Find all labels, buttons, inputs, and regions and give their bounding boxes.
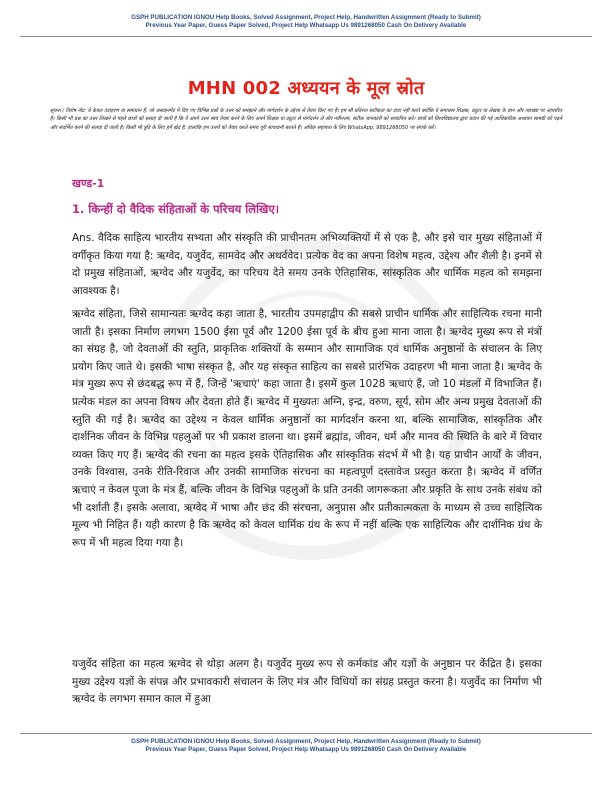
footer-divider	[20, 733, 592, 734]
page-header	[0, 14, 612, 31]
disclaimer-notice: सूचना / विशेष नोट: ये केवल उदाहरण या समाधान हैं, जो असाइनमेंट में दिए गए विभिन्न प्रश्नों के उत्तर को समझाने और मार्गदर्शन के उद्देश्य से तैयार किए गए हैं। हम सौ प्रतिशत सटीकता का दावा नहीं करते क्योंकि ये समाधान शिक्षक, ट्यूटर या लेखक के ज्ञान और व्याख्या पर आधारित हैं। किसी भी प्रश्न का उत्तर लिखने से पहले छात्रों को सलाह दी जाती है कि वे अपने उत्तर स्वयं तैयार करने के लिए अपने शिक्षक या ट्यूटर से मार्गदर्शन लें और नवीनतम, सटीक जानकारी को सत्यापित करें। छात्रों को विश्वविद्यालय द्वारा प्रदान की गई आधिकारिक अध्ययन सामग्री को पढ़ने और संदर्भित करने की सलाह दी जाती है। किसी भी त्रुटि के लिए हमें खेद है, हालांकि हम उत्तरों को तैयार करते समय पूरी सावधानी बरतते हैं। अधिक सहायता के लिए WhatsApp: 9891268050 पर संपर्क करें।	[50, 108, 562, 131]
answer-paragraph-intro: Ans. वैदिक साहित्य भारतीय सभ्यता और संस्कृति की प्राचीनतम अभिव्यक्तियों में से एक है, और इसे चार मुख्य संहिताओं में वर्गीकृत किया गया है: ऋग्वेद, यजुर्वेद, सामवेद और अथर्ववेद। प्रत्येक वेद का अपना विशेष महत्व, उद्देश्य और शैली है। इनमें से दो प्रमुख संहिताओं, ऋग्वेद और यजुर्वेद, का परिचय देते समय उनके ऐतिहासिक, सांस्कृतिक और धार्मिक महत्व को समझना आवश्यक है।	[72, 232, 542, 297]
question-heading: 1. किन्हीं दो वैदिक संहिताओं के परिचय लिखिए।	[72, 202, 280, 216]
answer-paragraph-yajurveda: यजुर्वेद संहिता का महत्व ऋग्वेद से थोड़ा अलग है। यजुर्वेद मुख्य रूप से कर्मकांड और यज्ञों के अनुष्ठान पर केंद्रित है। इसका मुख्य उद्देश्य यज्ञों के संपन्न और प्रभावकारी संचालन के लिए मंत्र और विधियों का संग्रह प्रस्तुत करना है। यजुर्वेद का निर्माण भी ऋग्वेद के लगभग समान काल में हुआ	[72, 658, 542, 706]
header-line-2: Previous Year Paper, Guess Paper Solved, Project Help Whatsapp Us 9891268050 Cash On Delivery Available	[145, 22, 467, 30]
footer-line-1: GSPH PUBLICATION IGNOU Help Books, Solved Assignment, Project Help, Handwritten Assignment (Ready to Submit)	[131, 738, 481, 745]
header-divider	[20, 36, 592, 37]
section-heading: खण्ड-1	[72, 177, 105, 190]
page-footer	[0, 738, 612, 755]
page-title: MHN 002 अध्ययन के मूल स्रोत	[187, 78, 425, 99]
header-line-1: GSPH PUBLICATION IGNOU Help Books, Solved Assignment, Project Help, Handwritten Assignment (Ready to Submit)	[131, 14, 481, 21]
answer-paragraph-rigveda: ऋग्वेद संहिता, जिसे सामान्यतः ऋग्वेद कहा जाता है, भारतीय उपमहाद्वीप की सबसे प्राचीन धार्मिक और साहित्यिक रचना मानी जाती है। इसका निर्माण लगभग 1500 ईसा पूर्व और 1200 ईसा पूर्व के बीच हुआ माना जाता है। ऋग्वेद मुख्य रूप से मंत्रों का संग्रह है, जो देवताओं की स्तुति, प्राकृतिक शक्तियों के सम्मान और सामाजिक एवं धार्मिक अनुष्ठानों के संचालन के लिए प्रयोग किए जाते थे। इसकी भाषा संस्कृत है, और यह संस्कृत साहित्य का सबसे प्रारंभिक उदाहरण भी माना जाता है। ऋग्वेद के मंत्र मुख्य रूप से छंदबद्ध रूप में हैं, जिन्हें 'ऋचाएं' कहा जाता है। इसमें कुल 1028 ऋचाएं हैं, जो 10 मंडलों में विभाजित हैं। प्रत्येक मंडल का अपना विषय और देवता होते हैं। ऋग्वेद में मुख्यतः अग्नि, इन्द्र, वरुण, सूर्य, सोम और अन्य प्रमुख देवताओं की स्तुति की गई है। ऋग्वेद का उद्देश्य न केवल धार्मिक अनुष्ठानों का मार्गदर्शन करना था, बल्कि सामाजिक, सांस्कृतिक और दार्शनिक जीवन के विभिन्न पहलुओं पर भी प्रकाश डालना था। इसमें ब्रह्मांड, जीवन, धर्म और मानव की स्थिति के बारे में विचार व्यक्त किए गए हैं। ऋग्वेद की रचना का महत्व इसके ऐतिहासिक और सांस्कृतिक संदर्भ में भी है। यह प्राचीन आर्यों के जीवन, उनके विश्वास, उनके रीति-रिवाज और उनकी सामाजिक संरचना का महत्वपूर्ण दस्तावेज प्रस्तुत करता है। ऋग्वेद में वर्णित ऋचाएं न केवल पूजा के मंत्र हैं, बल्कि जीवन के विभिन्न पहलुओं के प्रति उनकी जागरूकता और प्रकृति के साथ उनके संबंध को भी दर्शाती हैं। इसके अलावा, ऋग्वेद में भाषा और छंद की संरचना, अनुप्रास और प्रतीकात्मकता के माध्यम से उच्च साहित्यिक मूल्य भी निहित हैं। यही कारण है कि ऋग्वेद को केवल धार्मिक ग्रंथ के रूप में नहीं बल्कि एक साहित्यिक और दार्शनिक ग्रंथ के रूप में भी महत्व दिया गया है।	[72, 308, 542, 549]
footer-line-2: Previous Year Paper, Guess Paper Solved, Project Help Whatsapp Us 9891268050 Cash On Delivery Available	[145, 746, 467, 754]
